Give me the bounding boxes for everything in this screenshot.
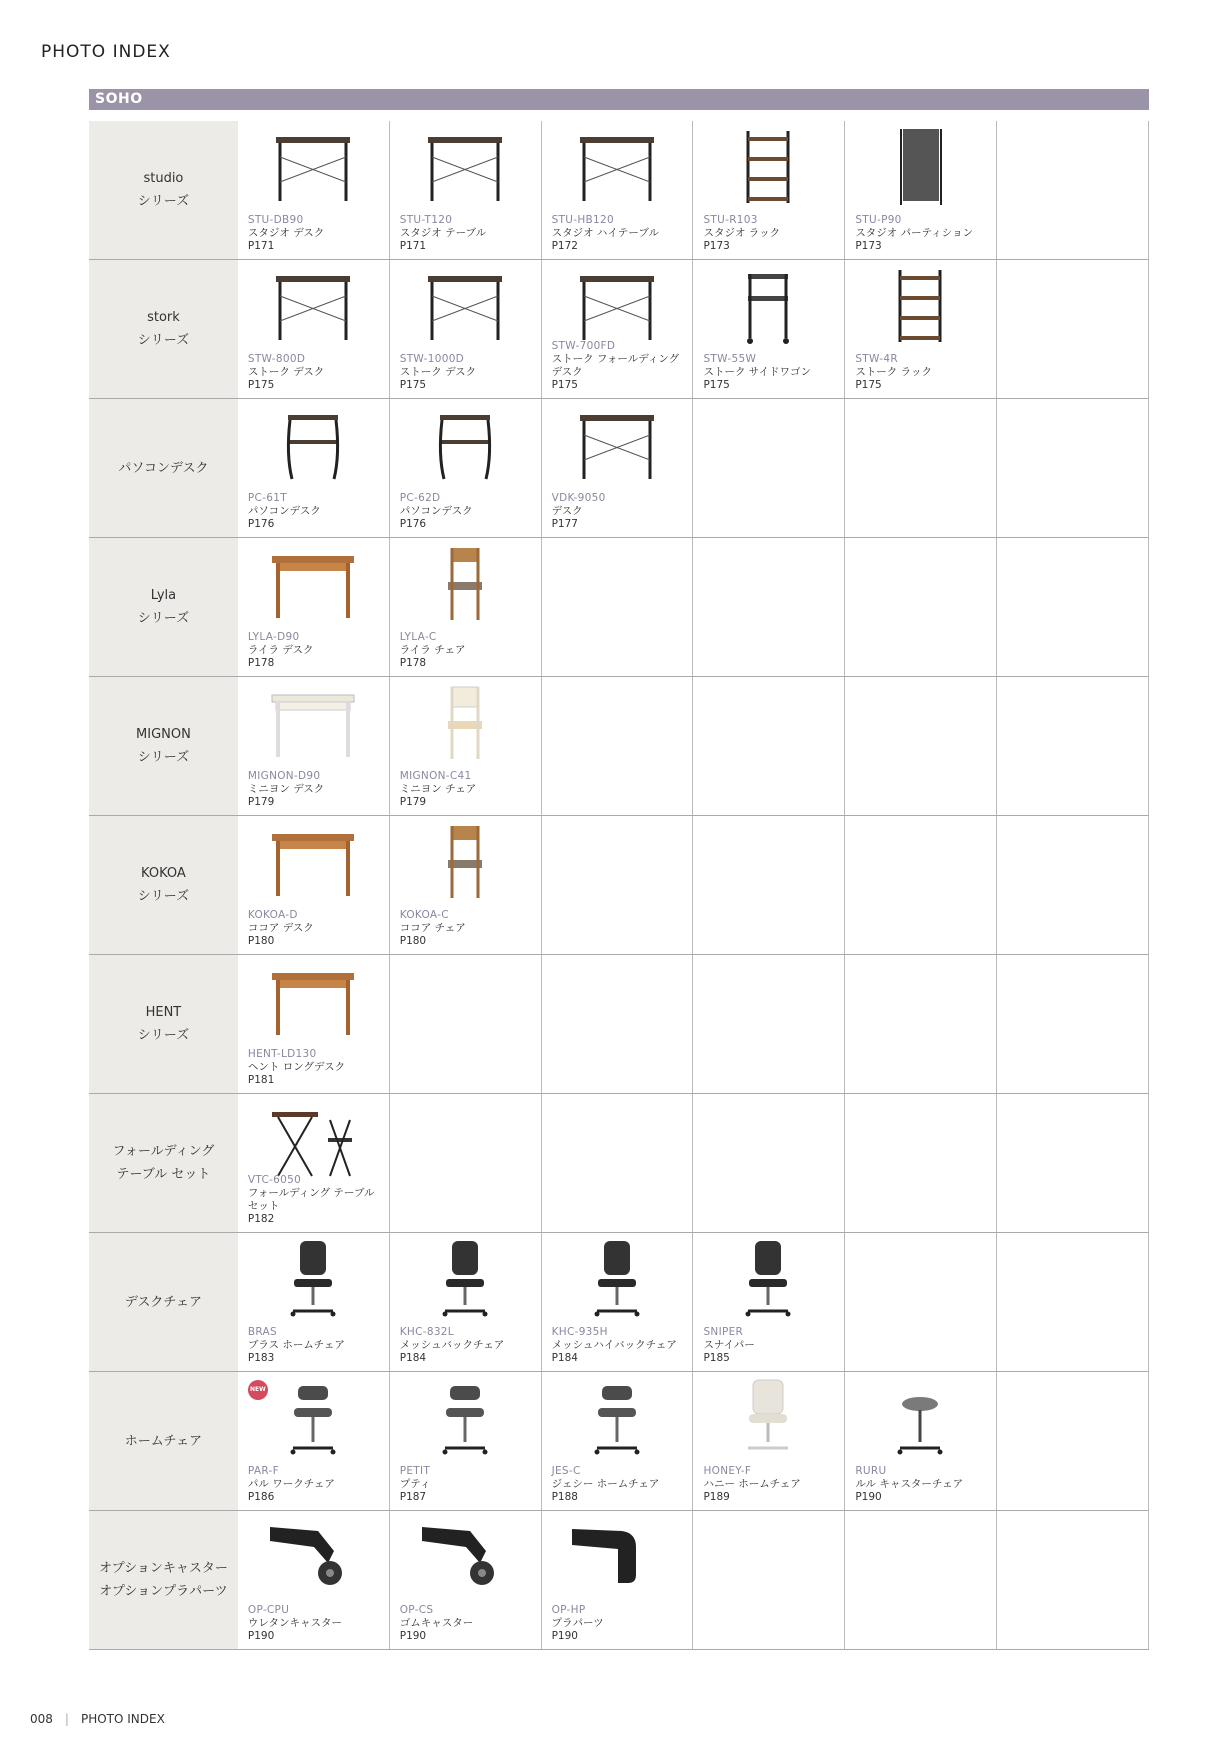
product-name: プラパーツ xyxy=(551,1617,604,1629)
product-cell xyxy=(693,816,845,954)
product-name: ハニー ホームチェア xyxy=(703,1478,801,1490)
category-label xyxy=(89,260,238,398)
wood-desk-icon xyxy=(248,822,378,902)
office-chair-icon xyxy=(248,1239,378,1319)
product-cell[interactable] xyxy=(238,677,390,815)
product-text xyxy=(248,353,385,392)
product-name: スタジオ ハイテーブル xyxy=(551,227,659,239)
caster-icon xyxy=(248,1517,378,1597)
product-name: フォールディング テーブルセット xyxy=(247,1187,375,1212)
product-cell[interactable] xyxy=(390,1233,542,1371)
index-row xyxy=(89,1372,1149,1511)
product-page: P175 xyxy=(551,379,578,391)
product-code: SNIPER xyxy=(703,1326,744,1338)
product-name: パソコンデスク xyxy=(399,505,473,517)
product-cell[interactable] xyxy=(845,121,997,259)
product-code: OP-CPU xyxy=(247,1604,290,1616)
product-cell[interactable] xyxy=(238,1372,390,1510)
rack-icon xyxy=(855,266,985,346)
product-page: P190 xyxy=(247,1630,275,1642)
product-cell[interactable] xyxy=(542,1372,694,1510)
product-page: P177 xyxy=(551,518,578,530)
desk-icon xyxy=(248,266,378,346)
product-cell[interactable] xyxy=(238,399,390,537)
index-row xyxy=(89,399,1149,538)
product-text xyxy=(552,340,689,392)
desk-icon xyxy=(400,266,530,346)
product-page: P186 xyxy=(247,1491,275,1503)
product-cell xyxy=(390,1094,542,1232)
product-cell xyxy=(845,1233,997,1371)
product-text xyxy=(248,1174,385,1226)
section-label: SOHO xyxy=(95,91,143,107)
product-cell[interactable] xyxy=(238,1511,390,1649)
white-chair-icon xyxy=(400,683,530,763)
product-code: RURU xyxy=(855,1465,887,1477)
desk-icon xyxy=(400,127,530,207)
product-code: KOKOA-C xyxy=(399,909,449,921)
product-code: MIGNON-C41 xyxy=(399,770,472,782)
desk-icon xyxy=(248,127,378,207)
rack-icon xyxy=(703,127,833,207)
product-page: P188 xyxy=(551,1491,578,1503)
product-page: P181 xyxy=(247,1074,275,1086)
product-cell xyxy=(542,955,694,1093)
product-name: ゴムキャスター xyxy=(399,1617,474,1629)
product-text xyxy=(248,909,385,948)
category-line: シリーズ xyxy=(137,194,190,209)
home-chair-icon xyxy=(552,1378,682,1458)
category-line: Lyla xyxy=(150,588,177,603)
category-line: パソコンデスク xyxy=(118,460,209,476)
product-name: ココア チェア xyxy=(399,922,466,934)
product-text xyxy=(400,631,537,670)
product-page: P171 xyxy=(399,240,427,252)
product-name: スタジオ デスク xyxy=(247,227,325,239)
product-cell[interactable] xyxy=(238,260,390,398)
product-text xyxy=(855,1465,992,1504)
category-label xyxy=(89,121,238,259)
product-name: スタジオ ラック xyxy=(703,227,781,239)
product-page: P184 xyxy=(551,1352,578,1364)
product-cell[interactable] xyxy=(390,399,542,537)
product-text xyxy=(400,353,537,392)
category-line: KOKOA xyxy=(141,866,186,881)
product-cell[interactable] xyxy=(238,538,390,676)
product-page: P183 xyxy=(247,1352,275,1364)
product-code: STW-800D xyxy=(247,353,306,365)
product-cell[interactable] xyxy=(390,538,542,676)
product-code: HONEY-F xyxy=(703,1465,752,1477)
product-page: P178 xyxy=(399,657,427,669)
product-text xyxy=(248,492,385,531)
product-name: メッシュバックチェア xyxy=(399,1339,505,1351)
desk-icon xyxy=(552,405,682,485)
category-line: シリーズ xyxy=(137,889,190,904)
product-cell xyxy=(997,1094,1149,1232)
product-name: パル ワークチェア xyxy=(247,1478,335,1490)
product-cell xyxy=(997,816,1149,954)
product-cell[interactable] xyxy=(238,121,390,259)
product-code: KHC-935H xyxy=(551,1326,608,1338)
product-cell xyxy=(693,399,845,537)
product-cell xyxy=(845,399,997,537)
category-label xyxy=(89,677,238,815)
index-row xyxy=(89,677,1149,816)
wagon-icon xyxy=(703,266,833,346)
category-line: フォールディング xyxy=(112,1144,215,1159)
product-cell[interactable] xyxy=(390,816,542,954)
category-label xyxy=(89,1511,238,1649)
page-number: 008 xyxy=(30,1712,53,1726)
product-cell[interactable] xyxy=(542,1511,694,1649)
product-name: スタジオ テーブル xyxy=(399,227,487,239)
product-text xyxy=(248,1326,385,1365)
product-cell xyxy=(845,1511,997,1649)
index-row xyxy=(89,1233,1149,1372)
category-line: シリーズ xyxy=(137,750,190,765)
product-text xyxy=(552,492,689,531)
product-text xyxy=(703,353,840,392)
product-cell[interactable] xyxy=(238,1233,390,1371)
product-cell[interactable] xyxy=(845,260,997,398)
product-cell xyxy=(845,816,997,954)
footer: 008 | PHOTO INDEX xyxy=(30,1712,165,1726)
product-text xyxy=(248,631,385,670)
product-cell xyxy=(693,955,845,1093)
product-text xyxy=(400,214,537,253)
product-text xyxy=(400,1326,537,1365)
product-code: KHC-832L xyxy=(399,1326,454,1338)
product-page: P179 xyxy=(399,796,427,808)
index-row xyxy=(89,121,1149,260)
product-name: ジェシー ホームチェア xyxy=(551,1478,660,1490)
white-desk-icon xyxy=(248,683,378,763)
product-text xyxy=(248,770,385,809)
category-label xyxy=(89,1094,238,1232)
product-cell xyxy=(845,955,997,1093)
product-name: スナイパー xyxy=(703,1339,755,1351)
product-page: P182 xyxy=(247,1213,275,1225)
category-label xyxy=(89,399,238,537)
product-cell xyxy=(997,1372,1149,1510)
product-page: P180 xyxy=(247,935,275,947)
caster-icon xyxy=(400,1517,530,1597)
index-row xyxy=(89,1094,1149,1233)
product-code: HENT-LD130 xyxy=(247,1048,317,1060)
product-page: P185 xyxy=(703,1352,730,1364)
product-cell[interactable] xyxy=(693,260,845,398)
product-name: ヘント ロングデスク xyxy=(247,1061,346,1073)
product-cell xyxy=(542,816,694,954)
category-line: シリーズ xyxy=(137,333,190,348)
product-code: PC-62D xyxy=(399,492,441,504)
product-cell[interactable] xyxy=(390,677,542,815)
product-name: ストーク デスク xyxy=(399,366,477,378)
category-line: シリーズ xyxy=(137,1028,190,1043)
product-code: OP-HP xyxy=(551,1604,586,1616)
product-text xyxy=(552,1326,689,1365)
product-cell xyxy=(693,677,845,815)
product-code: PC-61T xyxy=(247,492,287,504)
product-code: VDK-9050 xyxy=(551,492,606,504)
chair-icon xyxy=(400,544,530,624)
product-cell xyxy=(542,677,694,815)
product-page: P184 xyxy=(399,1352,427,1364)
category-line: MIGNON xyxy=(136,727,191,742)
category-label xyxy=(89,1233,238,1371)
product-text xyxy=(248,214,385,253)
product-page: P175 xyxy=(247,379,275,391)
product-cell xyxy=(997,538,1149,676)
plastic-part-icon xyxy=(552,1517,682,1597)
category-line: シリーズ xyxy=(137,611,190,626)
pc-desk-icon xyxy=(400,405,530,485)
product-name: プティ xyxy=(399,1478,431,1490)
product-text xyxy=(855,353,992,392)
product-code: STU-DB90 xyxy=(247,214,304,226)
product-page: P173 xyxy=(703,240,730,252)
product-cell xyxy=(542,538,694,676)
product-page: P190 xyxy=(551,1630,578,1642)
product-cell xyxy=(845,538,997,676)
product-code: STW-1000D xyxy=(399,353,465,365)
category-line: オプションキャスター xyxy=(99,1561,228,1576)
product-name: ココア デスク xyxy=(247,922,314,934)
product-text xyxy=(400,909,537,948)
product-cell xyxy=(693,1511,845,1649)
index-row xyxy=(89,260,1149,399)
product-name: ストーク ラック xyxy=(855,366,932,378)
product-cell[interactable] xyxy=(542,260,694,398)
category-line: studio xyxy=(143,171,184,186)
product-name: ストーク フォールディング デスク xyxy=(551,353,680,378)
category-label xyxy=(89,538,238,676)
product-name: スタジオ パーティション xyxy=(855,227,974,239)
product-name: パソコンデスク xyxy=(247,505,321,517)
product-cell[interactable] xyxy=(542,121,694,259)
folding-set-icon xyxy=(248,1100,378,1180)
product-page: P180 xyxy=(399,935,427,947)
category-line: テーブル セット xyxy=(116,1167,211,1182)
partition-icon xyxy=(855,127,985,207)
product-code: VTC-6050 xyxy=(247,1174,302,1186)
product-cell xyxy=(997,260,1149,398)
product-name: ストーク サイドワゴン xyxy=(703,366,812,378)
product-cell xyxy=(693,538,845,676)
product-code: STW-4R xyxy=(855,353,898,365)
product-cell xyxy=(390,955,542,1093)
product-cell[interactable] xyxy=(845,1372,997,1510)
product-page: P179 xyxy=(247,796,275,808)
category-label xyxy=(89,955,238,1093)
product-name: ライラ チェア xyxy=(399,644,466,656)
footer-label: PHOTO INDEX xyxy=(80,1712,165,1726)
home-chair-icon xyxy=(248,1378,378,1458)
product-cell xyxy=(845,1094,997,1232)
product-code: STW-700FD xyxy=(551,340,616,352)
product-cell[interactable] xyxy=(693,121,845,259)
index-row xyxy=(89,1511,1149,1650)
product-code: PAR-F xyxy=(247,1465,279,1477)
product-cell xyxy=(845,677,997,815)
stool-icon xyxy=(855,1378,985,1458)
index-row xyxy=(89,955,1149,1094)
page-title: PHOTO INDEX xyxy=(41,42,171,62)
product-text xyxy=(400,492,537,531)
index-row xyxy=(89,538,1149,677)
product-code: OP-CS xyxy=(399,1604,434,1616)
product-cell[interactable] xyxy=(390,121,542,259)
section-header xyxy=(89,89,1149,110)
product-cell xyxy=(997,1233,1149,1371)
product-cell[interactable] xyxy=(542,399,694,537)
category-line: stork xyxy=(147,310,180,325)
product-page: P173 xyxy=(855,240,882,252)
product-cell xyxy=(693,1094,845,1232)
product-text xyxy=(400,770,537,809)
office-chair-icon xyxy=(552,1239,682,1319)
office-chair-icon xyxy=(400,1239,530,1319)
product-cell[interactable] xyxy=(238,816,390,954)
product-cell xyxy=(997,399,1149,537)
product-text xyxy=(400,1465,537,1504)
product-text xyxy=(248,1048,385,1087)
product-cell[interactable] xyxy=(542,1233,694,1371)
product-cell[interactable] xyxy=(238,1094,390,1232)
product-code: BRAS xyxy=(247,1326,277,1338)
product-code: LYLA-D90 xyxy=(247,631,300,643)
product-page: P187 xyxy=(399,1491,427,1503)
home-chair-icon xyxy=(400,1378,530,1458)
product-text xyxy=(855,214,992,253)
product-text xyxy=(703,1465,840,1504)
product-cell xyxy=(997,1511,1149,1649)
product-code: STU-R103 xyxy=(703,214,758,226)
product-text xyxy=(248,1465,385,1504)
product-code: STU-T120 xyxy=(399,214,453,226)
product-name: ストーク デスク xyxy=(247,366,325,378)
chair-icon xyxy=(400,822,530,902)
product-name: メッシュハイバックチェア xyxy=(551,1339,677,1351)
pc-desk-icon xyxy=(248,405,378,485)
product-cell xyxy=(997,955,1149,1093)
category-line: デスクチェア xyxy=(124,1294,202,1310)
product-page: P175 xyxy=(399,379,427,391)
product-index-grid xyxy=(89,121,1149,1650)
product-cell xyxy=(997,121,1149,259)
wood-desk-icon xyxy=(248,544,378,624)
product-page: P175 xyxy=(855,379,882,391)
new-badge: NEW xyxy=(248,1380,268,1400)
product-text xyxy=(703,214,840,253)
product-text xyxy=(400,1604,537,1643)
category-line: オプションプラパーツ xyxy=(99,1584,228,1599)
product-name: ブラス ホームチェア xyxy=(247,1339,345,1351)
desk-icon xyxy=(552,266,682,346)
product-page: P172 xyxy=(551,240,578,252)
product-text xyxy=(552,1604,689,1643)
product-cell xyxy=(542,1094,694,1232)
category-label xyxy=(89,1372,238,1510)
product-cell[interactable] xyxy=(390,1511,542,1649)
product-page: P176 xyxy=(399,518,427,530)
product-code: PETIT xyxy=(399,1465,431,1477)
product-text xyxy=(703,1326,840,1365)
product-page: P190 xyxy=(855,1491,882,1503)
product-name: ウレタンキャスター xyxy=(247,1617,342,1629)
product-code: MIGNON-D90 xyxy=(247,770,321,782)
product-page: P178 xyxy=(247,657,275,669)
product-name: ミニヨン デスク xyxy=(247,783,325,795)
product-cell[interactable] xyxy=(390,1372,542,1510)
product-page: P190 xyxy=(399,1630,427,1642)
product-name: デスク xyxy=(551,505,583,517)
product-code: LYLA-C xyxy=(399,631,437,643)
product-code: KOKOA-D xyxy=(247,909,298,921)
product-page: P189 xyxy=(703,1491,730,1503)
office-chair-icon xyxy=(703,1239,833,1319)
product-cell[interactable] xyxy=(693,1233,845,1371)
product-code: STW-55W xyxy=(703,353,757,365)
product-page: P171 xyxy=(247,240,275,252)
product-code: STU-HB120 xyxy=(551,214,614,226)
category-line: HENT xyxy=(145,1005,182,1020)
wood-desk-icon xyxy=(248,961,378,1041)
product-cell[interactable] xyxy=(390,260,542,398)
product-text xyxy=(552,1465,689,1504)
category-label xyxy=(89,816,238,954)
product-name: ミニヨン チェア xyxy=(399,783,477,795)
product-cell[interactable] xyxy=(238,955,390,1093)
product-name: ライラ デスク xyxy=(247,644,314,656)
index-row xyxy=(89,816,1149,955)
product-code: STU-P90 xyxy=(855,214,902,226)
product-code: JES-C xyxy=(551,1465,581,1477)
product-cell xyxy=(997,677,1149,815)
white-home-chair-icon xyxy=(703,1378,833,1458)
product-page: P176 xyxy=(247,518,275,530)
product-name: ルル キャスターチェア xyxy=(855,1478,964,1490)
product-text xyxy=(552,214,689,253)
desk-icon xyxy=(552,127,682,207)
product-text xyxy=(248,1604,385,1643)
category-line: ホームチェア xyxy=(124,1433,203,1449)
product-cell[interactable] xyxy=(693,1372,845,1510)
product-page: P175 xyxy=(703,379,730,391)
